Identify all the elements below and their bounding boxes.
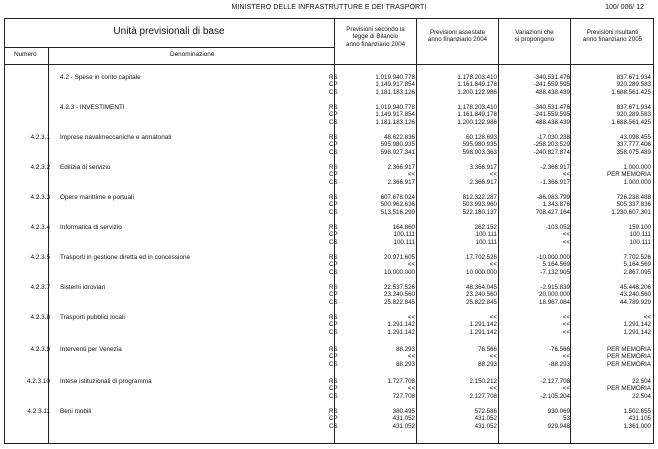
value-cell: -2.127.708 (540, 378, 570, 385)
value-cell: 25.822.845 (466, 298, 497, 306)
value-cell: 1.178.203.410 (457, 74, 497, 81)
row-values-c1 (334, 224, 415, 246)
row-number: 4.2.3.11 (27, 408, 50, 415)
value-cell: 43.240.560 (620, 291, 651, 299)
value-cell: 262.152 (474, 224, 497, 231)
code-label: RS (329, 254, 338, 261)
row-values-c1 (334, 346, 415, 368)
value-cell: 23.240.560 (384, 291, 415, 299)
value-cell: -240.827.874 (533, 148, 570, 156)
value-cell: 1.000.000 (623, 164, 651, 171)
code-label: CP (329, 141, 338, 149)
row-values-c1 (334, 284, 415, 306)
row-denominazione: Trasporti pubblici locali (60, 314, 125, 321)
row-values-c1 (334, 194, 415, 216)
value-cell: -258.203.529 (533, 141, 570, 149)
value-cell: 76.566 (478, 346, 497, 353)
value-cell: 88.293 (396, 346, 415, 353)
row-values-c3 (498, 346, 570, 368)
row-denominazione: 4.2.3 - INVESTIMENTI (60, 104, 125, 111)
value-cell: 1.181.183.126 (375, 88, 415, 96)
value-cell: << (562, 231, 570, 239)
value-cell: 930.069 (547, 408, 570, 415)
value-cell: 837.671.934 (616, 104, 651, 111)
value-cell: 1.502.655 (623, 408, 651, 415)
code-label: RS (329, 408, 338, 415)
row-denominazione: Interventi per Venezia (60, 346, 122, 353)
row-values-c1 (334, 134, 415, 156)
code-label: RS (329, 194, 338, 201)
row-values-c3 (498, 254, 570, 276)
value-cell: -241.559.595 (533, 111, 570, 119)
value-cell: 164.860 (392, 224, 415, 231)
row-denominazione: Informatica di servizio (60, 224, 122, 231)
code-label: RS (329, 284, 338, 291)
row-values-c4 (571, 104, 651, 126)
value-cell: 1.149.917.854 (375, 111, 415, 119)
value-cell: 1.200.122.986 (457, 88, 497, 96)
code-label: CS (329, 268, 338, 276)
value-cell: 1.727.708 (387, 378, 415, 385)
value-cell: 1.688.561.425 (611, 118, 651, 126)
value-cell: 1.200.122.986 (457, 118, 497, 126)
value-cell: << (489, 171, 497, 179)
value-cell: 488.438.439 (535, 88, 570, 96)
row-values-c2 (416, 408, 497, 430)
value-cell: << (562, 171, 570, 179)
value-cell: 5.164.569 (623, 261, 651, 269)
value-cell: 513.516.299 (380, 208, 415, 216)
row-values-c4 (571, 254, 651, 276)
value-cell: 22.537.526 (384, 284, 415, 291)
value-cell: 837.671.934 (616, 74, 651, 81)
row-number: 4.2.3.3 (30, 194, 50, 201)
value-cell: 2.150.212 (469, 378, 497, 385)
header-unita: Unità previsionali di base (113, 26, 225, 37)
header-bottom-line (4, 64, 654, 65)
value-cell: 1.019.940.778 (375, 74, 415, 81)
row-number: 4.2.3.8 (30, 314, 50, 321)
code-label: CS (329, 422, 338, 430)
code-label: CP (329, 385, 338, 393)
value-cell: -2.366.917 (540, 164, 570, 171)
code-label: CS (329, 208, 338, 216)
row-values-c3 (498, 408, 570, 430)
value-cell: 88.293 (478, 360, 497, 368)
code-label: RS (329, 224, 338, 231)
value-cell: PER MEMORIA (606, 171, 651, 179)
code-label: CS (329, 392, 338, 400)
value-cell: 503.993.960 (462, 201, 497, 209)
code-label: CP (329, 201, 338, 209)
row-values-c3 (498, 224, 570, 246)
value-cell: -2.915.839 (540, 284, 570, 291)
value-cell: << (562, 238, 570, 246)
row-values-c2 (416, 104, 497, 126)
row-denominazione: Imprese navalmeccaniche e armatoriali (60, 134, 172, 141)
value-cell: PER MEMORIA (606, 360, 651, 368)
value-cell: PER MEMORIA (606, 385, 651, 393)
row-values-c4 (571, 346, 651, 368)
row-values-c2 (416, 284, 497, 306)
value-cell: 100.111 (393, 238, 415, 246)
code-label: CP (329, 261, 338, 269)
code-label: RS (329, 314, 338, 321)
row-values-c2 (416, 254, 497, 276)
value-cell: 44.789.929 (620, 298, 651, 306)
row-values-c4 (571, 134, 651, 156)
value-cell: 2.127.708 (469, 392, 497, 400)
value-cell: 380.495 (392, 408, 415, 415)
code-label: CP (329, 171, 338, 179)
value-cell: -76.566 (549, 346, 570, 353)
value-cell: 48.622.836 (384, 134, 415, 141)
row-number: 4.2.3.1 (30, 134, 50, 141)
code-label: RS (329, 134, 338, 141)
code-label: RS (329, 104, 338, 111)
value-cell: 2.366.917 (387, 164, 415, 171)
value-cell: << (643, 314, 651, 321)
value-cell: 358.075.489 (616, 148, 651, 156)
value-cell: 10.000.000 (466, 268, 497, 276)
value-cell: -86.083.799 (536, 194, 570, 201)
value-cell: 1.161.849.178 (457, 81, 497, 89)
row-denominazione: Trasporti in gestione diretta ed in concessione (60, 254, 191, 261)
value-cell: << (562, 314, 570, 321)
code-label: CS (329, 88, 338, 96)
header-col3: Variazioni che si propongono (514, 29, 555, 44)
row-values-c4 (571, 314, 651, 336)
value-cell: -103.052 (545, 224, 570, 231)
value-cell: << (562, 321, 570, 329)
row-values-c3 (498, 164, 570, 186)
value-cell: 17.702.526 (466, 254, 497, 261)
row-values-c2 (416, 134, 497, 156)
value-cell: 88.293 (396, 360, 415, 368)
value-cell: 812.322.287 (462, 194, 497, 201)
code-label: RS (329, 164, 338, 171)
value-cell: 25.822.845 (384, 298, 415, 306)
code-label: RS (329, 346, 338, 353)
value-cell: 1.291.142 (387, 321, 415, 329)
value-cell: -340.531.476 (533, 104, 570, 111)
value-cell: << (489, 261, 497, 269)
row-values-c2 (416, 164, 497, 186)
ministry-title: MINISTERO DELLE INFRASTRUTTURE E DEI TRASPORTI (231, 4, 427, 11)
row-values-c3 (498, 74, 570, 96)
header-subline (4, 47, 334, 48)
value-cell: 929.948 (547, 422, 570, 430)
value-cell: 1.361.000 (623, 422, 651, 430)
code-label: CS (329, 118, 338, 126)
value-cell: 1.230.607.301 (611, 208, 651, 216)
row-number: 4.2.3.9 (30, 346, 50, 353)
value-cell: 920.289.583 (616, 81, 651, 89)
value-cell: << (562, 385, 570, 393)
value-cell: 100.111 (475, 231, 497, 239)
value-cell: -2.105.204 (540, 392, 570, 400)
value-cell: 337.777.406 (616, 141, 651, 149)
row-values-c3 (498, 134, 570, 156)
value-cell: 1.019.940.778 (375, 104, 415, 111)
value-cell: 45.448.206 (620, 284, 651, 291)
value-cell: 159.100 (628, 224, 651, 231)
code-label: CS (329, 328, 338, 336)
row-values-c1 (334, 408, 415, 430)
value-cell: -7.132.905 (540, 268, 570, 276)
value-cell: 100.111 (629, 238, 651, 246)
row-values-c3 (498, 104, 570, 126)
value-cell: 607.678.024 (380, 194, 415, 201)
row-number: 4.2.3.10 (26, 378, 50, 385)
value-cell: 595.980.935 (380, 141, 415, 149)
value-cell: 431.105 (628, 415, 651, 423)
value-cell: -241.559.595 (533, 81, 570, 89)
code-label: CS (329, 178, 338, 186)
code-label: RS (329, 74, 338, 81)
row-values-c3 (498, 378, 570, 400)
code-label: CP (329, 111, 338, 119)
code-label: CS (329, 298, 338, 306)
row-values-c3 (498, 314, 570, 336)
value-cell: 572.586 (474, 408, 497, 415)
value-cell: 726.238.488 (616, 194, 651, 201)
header-col1: Previsioni secondo la legge di Bilancio anno finanziario 2004 (345, 26, 406, 48)
value-cell: -10.000.000 (536, 254, 570, 261)
value-cell: 1.291.142 (469, 328, 497, 336)
value-cell: 598.927.341 (380, 148, 415, 156)
value-cell: 48.364.045 (466, 284, 497, 291)
value-cell: 100.111 (629, 231, 651, 239)
header-col4: Previsioni risultanti anno finanziario 2005 (582, 29, 643, 44)
row-values-c2 (416, 314, 497, 336)
row-number: 4.2.3.7 (30, 284, 50, 291)
value-cell: << (489, 314, 497, 321)
value-cell: << (407, 261, 415, 269)
value-cell: -1.366.917 (540, 178, 570, 186)
value-cell: 2.366.917 (469, 178, 497, 186)
row-values-c4 (571, 164, 651, 186)
row-values-c3 (498, 284, 570, 306)
value-cell: 431.052 (392, 422, 415, 430)
value-cell: << (562, 328, 570, 336)
value-cell: 488.438.439 (535, 118, 570, 126)
code-label: CP (329, 231, 338, 239)
row-values-c4 (571, 378, 651, 400)
value-cell: 431.052 (474, 422, 497, 430)
value-cell: 727.708 (392, 392, 415, 400)
value-cell: 500.962.636 (380, 201, 415, 209)
row-values-c1 (334, 314, 415, 336)
code-label: CS (329, 360, 338, 368)
row-denominazione: 4.2 - Spese in conto capitale (60, 74, 141, 81)
code-label: CP (329, 81, 338, 89)
value-cell: 1.291.142 (469, 321, 497, 329)
value-cell: 598.903.363 (462, 148, 497, 156)
row-number: 4.2.3.2 (30, 164, 50, 171)
value-cell: PER MEMORIA (606, 346, 651, 353)
row-values-c2 (416, 224, 497, 246)
value-cell: 100.111 (475, 238, 497, 246)
row-values-c4 (571, 224, 651, 246)
value-cell: 100.111 (393, 231, 415, 239)
page-number: 100/ 006/ 12 (605, 4, 644, 11)
value-cell: 1.291.142 (623, 328, 651, 336)
row-values-c2 (416, 194, 497, 216)
value-cell: 1.688.561.425 (611, 88, 651, 96)
value-cell: 920.289.583 (616, 111, 651, 119)
value-cell: 2.867.095 (623, 268, 651, 276)
value-cell: 1.178.203.410 (457, 104, 497, 111)
row-denominazione: Beni mobili (60, 408, 92, 415)
value-cell: << (407, 385, 415, 393)
row-values-c1 (334, 378, 415, 400)
value-cell: 1.291.142 (387, 328, 415, 336)
row-number: 4.2.3.4 (30, 224, 50, 231)
row-values-c4 (571, 284, 651, 306)
value-cell: << (562, 353, 570, 361)
header-denominazione: Denominazione (170, 51, 215, 58)
value-cell: 23.240.560 (466, 291, 497, 299)
value-cell: 431.052 (474, 415, 497, 423)
header-numero: Numero (14, 51, 37, 58)
code-label: RS (329, 378, 338, 385)
value-cell: -88.293 (549, 360, 570, 368)
row-values-c4 (571, 74, 651, 96)
value-cell: 20.971.605 (384, 254, 415, 261)
value-cell: << (489, 353, 497, 361)
header-col2: Previsioni assestate anno finanziario 2004 (427, 29, 488, 44)
value-cell: << (407, 314, 415, 321)
row-number: 4.2.3.5 (30, 254, 50, 261)
value-cell: 1.343.876 (542, 201, 570, 209)
value-cell: 505.337.836 (616, 201, 651, 209)
value-cell: << (407, 353, 415, 361)
value-cell: 5.164.569 (542, 261, 570, 269)
row-values-c2 (416, 346, 497, 368)
value-cell: -17.030.238 (536, 134, 570, 141)
code-label: CP (329, 353, 338, 361)
value-cell: 1.181.183.126 (375, 118, 415, 126)
value-cell: 522.180.137 (462, 208, 497, 216)
row-values-c4 (571, 408, 651, 430)
value-cell: 10.000.000 (384, 268, 415, 276)
row-denominazione: Intese istituzionali di programma (60, 378, 152, 385)
value-cell: -340.531.476 (533, 74, 570, 81)
value-cell: 3.366.917 (469, 164, 497, 171)
code-label: CP (329, 415, 338, 423)
value-cell: 53 (563, 415, 570, 423)
value-cell: 22.504 (632, 392, 651, 400)
value-cell: 595.980.935 (462, 141, 497, 149)
row-values-c3 (498, 194, 570, 216)
row-denominazione: Opere marittime e portuali (60, 194, 134, 201)
value-cell: << (489, 385, 497, 393)
code-label: CP (329, 321, 338, 329)
row-values-c1 (334, 164, 415, 186)
row-values-c2 (416, 74, 497, 96)
code-label: CS (329, 238, 338, 246)
value-cell: 1.161.849.178 (457, 111, 497, 119)
value-cell: 7.702.526 (623, 254, 651, 261)
value-cell: 1.149.917.854 (375, 81, 415, 89)
value-cell: 20.000.000 (539, 291, 570, 299)
value-cell: 1.291.142 (623, 321, 651, 329)
row-values-c4 (571, 194, 651, 216)
code-label: CP (329, 291, 338, 299)
row-values-c1 (334, 254, 415, 276)
value-cell: 60.128.693 (466, 134, 497, 141)
row-values-c1 (334, 74, 415, 96)
row-denominazione: Sistemi idroviari (60, 284, 106, 291)
row-values-c1 (334, 104, 415, 126)
value-cell: 2.366.917 (387, 178, 415, 186)
value-cell: 1.000.000 (623, 178, 651, 186)
value-cell: << (407, 171, 415, 179)
row-denominazione: Edilizia di servizio (60, 164, 111, 171)
value-cell: 18.967.084 (539, 298, 570, 306)
value-cell: 43.098.455 (620, 134, 651, 141)
value-cell: PER MEMORIA (606, 353, 651, 361)
value-cell: 431.052 (392, 415, 415, 423)
value-cell: 22.504 (632, 378, 651, 385)
code-label: CS (329, 148, 338, 156)
value-cell: 708.427.164 (535, 208, 570, 216)
row-values-c2 (416, 378, 497, 400)
